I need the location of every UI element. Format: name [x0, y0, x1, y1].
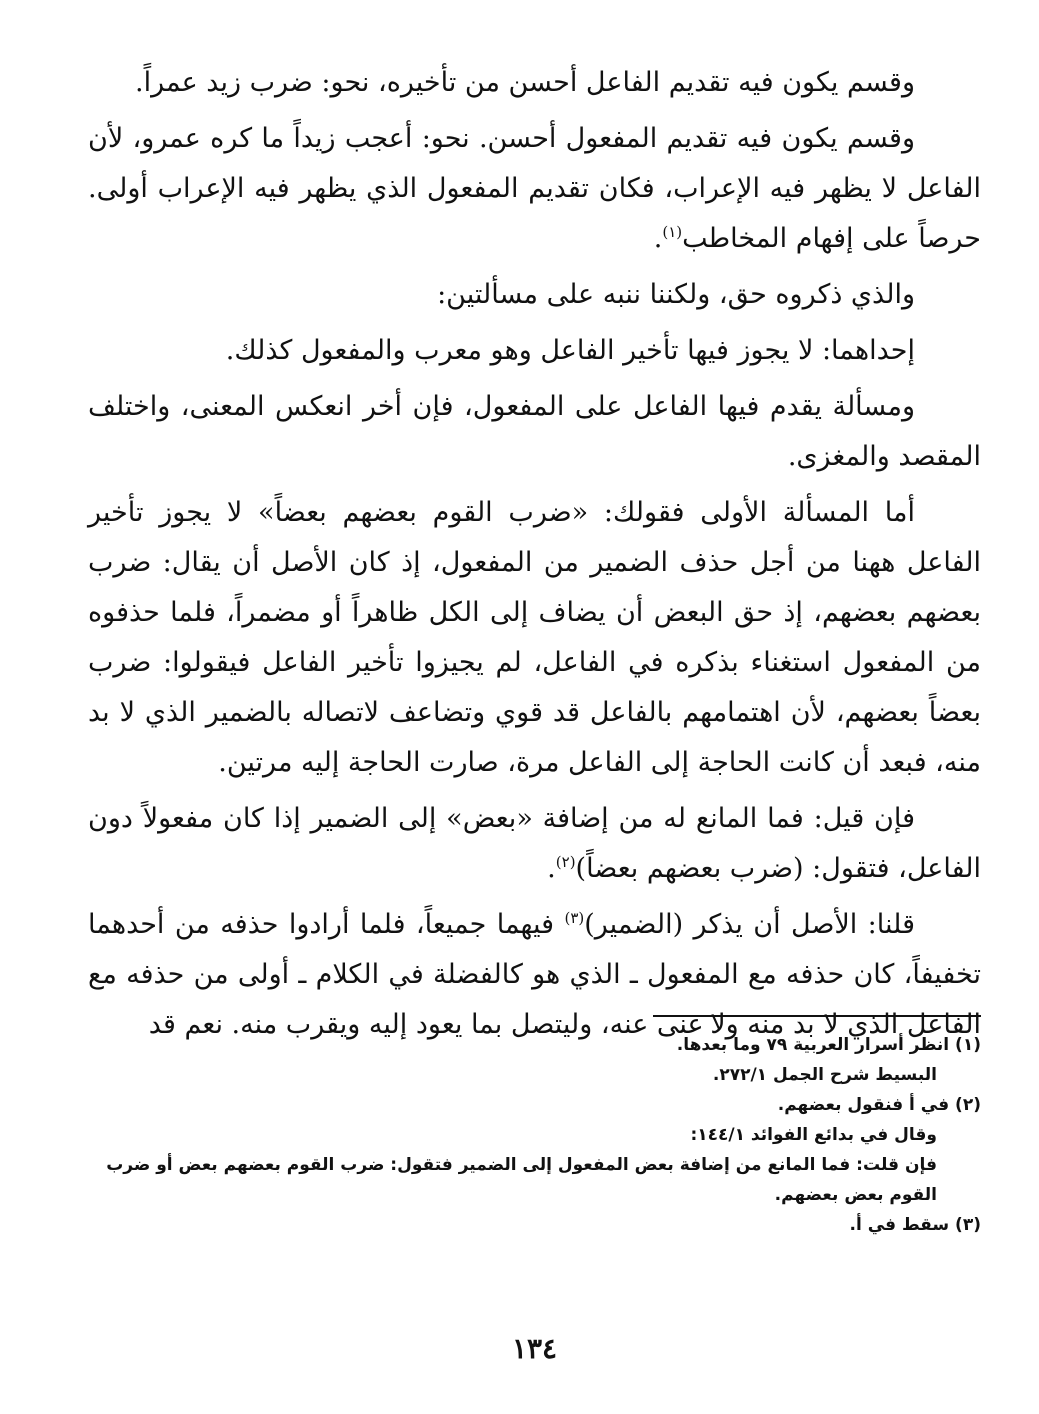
paragraph: قلنا: الأصل أن يذكر (الضمير)$^{(٣)}$ فيهما جميعاً، فلما أرادوا حذفه من أحدهما تخفيفاً، كان حذفه مع المفعول ـ الذي هو كالفضلة في الكلام ـ أولى من حذفه مع الفاعل الذي لا بد منه ولا غنى عنه، وليتصل بما يعود إليه ويقرب منه. نعم قد [88, 909, 981, 1040]
page-number: ١٣٤ [511, 1332, 558, 1365]
footnote-line: وقال في بدائع الفوائد ١٤٤/١: [690, 1125, 937, 1145]
main-text [88, 58, 981, 1050]
footnote-line: فإن قلت: فما المانع من إضافة بعض المفعول إلى الضمير فتقول: ضرب القوم بعضهم بعض أو ضرب القوم بعض بعضهم. [106, 1155, 937, 1205]
paragraph: والذي ذكروه حق، ولكننا ننبه على مسألتين: [437, 279, 915, 310]
footnote-line: البسيط شرح الجمل ٢٧٢/١. [712, 1065, 937, 1085]
paragraph: وقسم يكون فيه تقديم المفعول أحسن. نحو: أعجب زيداً ما كره عمرو، لأن الفاعل لا يظهر فيه الإعراب، فكان تقديم المفعول الذي يظهر فيه الإعراب أولى. حرصاً على إفهام المخاطب$^{(١)}$. [88, 123, 981, 254]
footnote-line: (٣) سقط في أ. [849, 1215, 981, 1235]
footnote-divider [653, 1015, 981, 1017]
paragraph: ومسألة يقدم فيها الفاعل على المفعول، فإن أخر انعكس المعنى، واختلف المقصد والمغزى. [88, 391, 981, 472]
paragraph: فإن قيل: فما المانع له من إضافة «بعض» إلى الضمير إذا كان مفعولاً دون الفاعل، فتقول: (ضرب بعضهم بعضاً)$^{(٢)}$. [88, 803, 981, 884]
footnote-ref[interactable]: (٣) [564, 909, 585, 927]
footnote-ref[interactable]: (١) [662, 223, 683, 241]
book-page [88, 58, 981, 1374]
footnote-line: (١) انظر أسرار العربية ٧٩ وما بعدها. [676, 1035, 981, 1055]
footnotes [88, 1030, 981, 1240]
paragraph: أما المسألة الأولى فقولك: «ضرب القوم بعضهم بعضاً» لا يجوز تأخير الفاعل ههنا من أجل حذف الضمير من المفعول، إذ كان الأصل أن يقال: ضرب بعضهم بعضهم، إذ حق البعض أن يضاف إلى الكل ظاهراً أو مضمراً، فلما حذفوه من المفعول استغناء بذكره في الفاعل، لم يجيزوا تأخير الفاعل فيقولوا: ضرب بعضاً بعضهم، لأن اهتمامهم بالفاعل قد قوي وتضاعف لاتصاله بالضمير الذي لا بد منه، فبعد أن كانت الحاجة إلى الفاعل مرة، صارت الحاجة إليه مرتين. [88, 497, 981, 778]
paragraph: إحداهما: لا يجوز فيها تأخير الفاعل وهو معرب والمفعول كذلك. [225, 335, 915, 366]
footnote-ref[interactable]: (٢) [555, 853, 576, 871]
paragraph: وقسم يكون فيه تقديم الفاعل أحسن من تأخيره، نحو: ضرب زيد عمراً. [135, 67, 915, 98]
footnote-line: (٢) في أ فنقول بعضهم. [777, 1095, 981, 1115]
